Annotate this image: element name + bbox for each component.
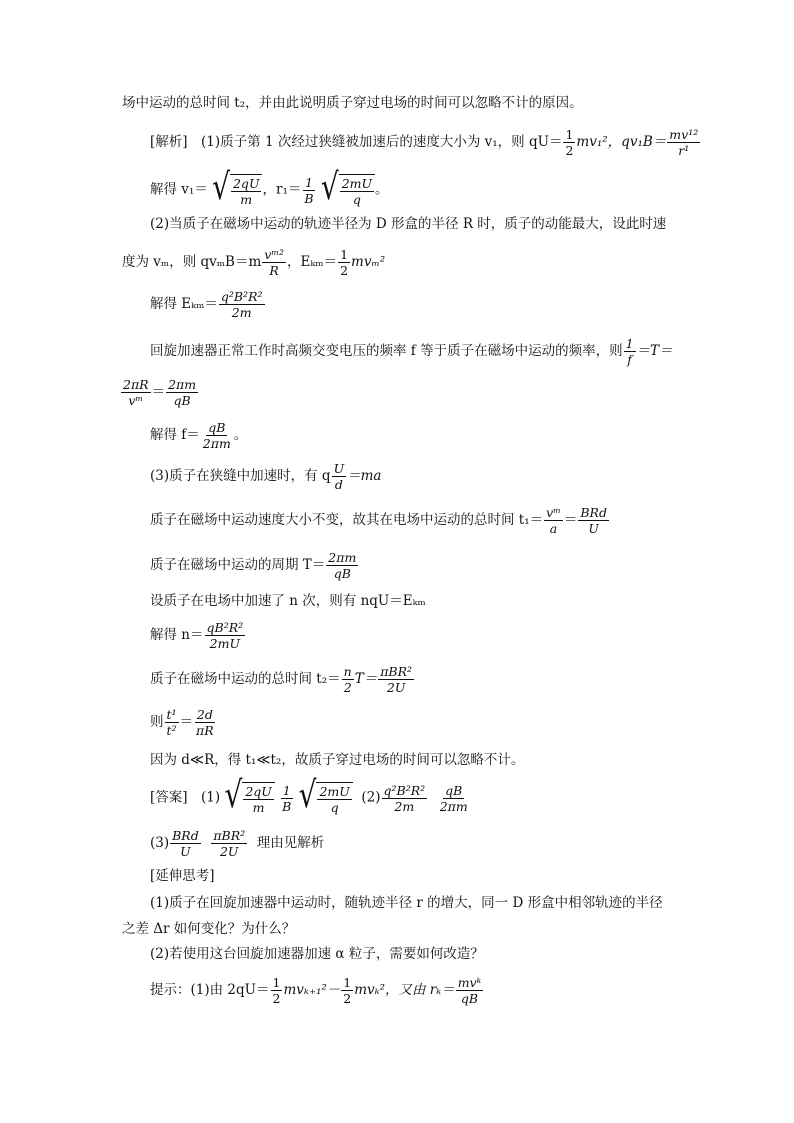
fraction: $\frac{1}{f}$ — [625, 336, 634, 368]
sqrt-expression: √ $\frac{2mU}{q}$ — [299, 782, 353, 814]
solution-line: 解得 v₁＝ √ $\frac{2qU}{m}$ ，r₁＝ $\frac{1}{B}$ √ $\frac{2mU}{q}$ 。 — [150, 165, 389, 209]
solution-line — [122, 248, 385, 277]
text-span: 度为 vₘ，则 qvₘB＝m — [122, 254, 262, 271]
fraction: $\frac{\text{BRd}}{U}$ — [172, 828, 199, 860]
text-span: (2) — [361, 789, 381, 806]
hint-line — [150, 976, 484, 1005]
fraction: $\frac{n}{2}$ — [343, 664, 352, 696]
text-span: [答案] (1) — [150, 789, 221, 806]
math-span: mvₖ₊₁²－ — [283, 982, 341, 999]
sqrt-expression: √ $\frac{2qU}{m}$ — [212, 174, 262, 206]
math-span: ，Eₖₘ＝ — [287, 254, 338, 271]
sqrt-expression: √ $\frac{2mU}{q}$ — [321, 174, 375, 206]
text-line: 因为 d≪R，得 t₁≪t₂，故质子穿过电场的时间可以忽略不计。 — [150, 752, 525, 768]
solution-line — [150, 337, 673, 366]
text-span: (3) — [150, 835, 170, 852]
text-span: 则 — [150, 714, 164, 731]
fraction: $\frac{1}{2}$ — [272, 975, 281, 1007]
text-span: 解得 Eₖₘ＝ — [150, 296, 218, 313]
math-span: T＝ — [354, 671, 378, 688]
text-span: 质子在磁场中运动速度大小不变，故其在电场中运动的总时间 t₁＝ — [150, 512, 544, 529]
fraction: $\frac{\text{BRd}}{U}$ — [580, 505, 607, 537]
text-line: 之差 Δr 如何变化？为什么？ — [122, 921, 296, 937]
fraction: $\frac{U}{d}$ — [333, 461, 345, 493]
fraction: $\frac{\text{mvᵏ}}{qB}$ — [457, 975, 482, 1007]
math-span: ＝T＝ — [636, 343, 673, 360]
fraction: $\frac{qB}{2\pi m}$ — [439, 782, 468, 814]
answer-line — [150, 773, 471, 817]
fraction: $\frac{2\pi m}{qB}$ — [168, 377, 197, 409]
answer-line — [150, 829, 324, 858]
fraction: $\frac{2d}{\pi R}$ — [196, 707, 214, 739]
fraction: $\frac{qB}{2\pi m}$ — [202, 420, 231, 452]
text-span: [解析] (1)质子第 1 次经过狭缝被加速后的速度大小为 v₁，则 qU＝ — [150, 134, 563, 151]
text-span: 质子在磁场中运动的周期 T＝ — [150, 557, 326, 574]
fraction: $\frac{\text{q²B²R²}}{2m}$ — [383, 782, 426, 814]
math-span: mvₖ²，又由 rₖ＝ — [354, 982, 455, 999]
fraction: $\frac{1}{2}$ — [340, 247, 349, 279]
solution-line — [150, 621, 246, 650]
fraction: $\frac{\text{πBR²}}{2U}$ — [380, 664, 413, 696]
fraction: $\frac{1}{B}$ — [282, 782, 292, 814]
text-span: 解得 v₁＝ — [150, 181, 208, 198]
text-span: (3)质子在狭缝中加速时，有 q — [150, 468, 331, 485]
text-span: 提示：(1)由 2qU＝ — [150, 982, 270, 999]
solution-line: 则 $\frac{\text{t¹}}{\text{t²}}$ ＝ $\frac{2d}{\pi R}$ — [150, 707, 214, 739]
solution-line: $\frac{2\pi R}{\text{vᵐ}}$ ＝ $\frac{2\pi m}{qB}$ — [123, 377, 197, 409]
solution-line — [150, 290, 266, 319]
text-line: (1)质子在回旋加速器中运动时，随轨迹半径 r 的增大，同一 D 形盒中相邻轨迹的半径 — [150, 895, 663, 911]
text-line: (2)若使用这台回旋加速器加速 α 粒子，需要如何改造？ — [150, 946, 484, 962]
sqrt-expression: √ $\frac{2qU}{m}$ — [224, 782, 274, 814]
solution-line: 质子在磁场中运动速度大小不变，故其在电场中运动的总时间 t₁＝ $\frac{\text{vᵐ}}{a}$ ＝ $\frac{\text{BRd}}{U}$ — [150, 505, 607, 537]
text-span: 回旋加速器正常工作时高频交变电压的频率 f 等于质子在磁场中运动的频率，则 — [150, 343, 623, 360]
text-span: 解得 f＝ — [150, 427, 200, 444]
math-span: ＝ma — [347, 468, 382, 485]
text-span: 理由见解析 — [256, 835, 325, 852]
section-heading: [延伸思考] — [150, 868, 215, 884]
math-span: mvₘ² — [351, 254, 386, 271]
math-span: mv₁²，qv₁B＝ — [576, 134, 667, 151]
text-span: 解得 n＝ — [150, 627, 204, 644]
solution-line — [150, 128, 701, 157]
fraction: $\frac{\text{qB²R²}}{2mU}$ — [206, 620, 244, 652]
fraction: $\frac{2\pi R}{\text{vᵐ}}$ — [123, 377, 149, 409]
solution-line: 解得 f＝ $\frac{qB}{2\pi m}$ 。 — [150, 420, 248, 452]
text-line: (2)当质子在磁场中运动的轨迹半径为 D 形盒的半径 R 时，质子的动能最大，设此时速 — [150, 216, 667, 232]
fraction: $\frac{1}{2}$ — [565, 127, 574, 159]
fraction: $\frac{\text{vᵐ²}}{R}$ — [264, 247, 285, 279]
fraction: $\frac{2\pi m}{qB}$ — [328, 550, 357, 582]
fraction: $\frac{\text{vᵐ}}{a}$ — [546, 505, 561, 537]
text-span: 质子在磁场中运动的总时间 t₂＝ — [150, 671, 341, 688]
fraction: $\frac{\text{q²B²R²}}{2m}$ — [220, 289, 263, 321]
solution-line — [150, 462, 381, 491]
fraction: $\frac{1}{2}$ — [343, 975, 352, 1007]
fraction: $\frac{\text{t¹}}{\text{t²}}$ — [166, 707, 177, 739]
text-line: 设质子在电场中加速了 n 次，则有 nqU＝Eₖₘ — [150, 593, 426, 609]
solution-line — [150, 551, 359, 580]
solution-line — [150, 665, 415, 694]
math-span: ，r₁＝ — [262, 181, 302, 198]
fraction: $\frac{\text{mv¹²}}{\text{r¹}}$ — [669, 127, 699, 159]
fraction: $\frac{1}{B}$ — [304, 174, 314, 206]
fraction: $\frac{\text{πBR²}}{2U}$ — [213, 828, 246, 860]
text-line: 场中运动的总时间 t₂，并由此说明质子穿过电场的时间可以忽略不计的原因。 — [122, 95, 583, 111]
